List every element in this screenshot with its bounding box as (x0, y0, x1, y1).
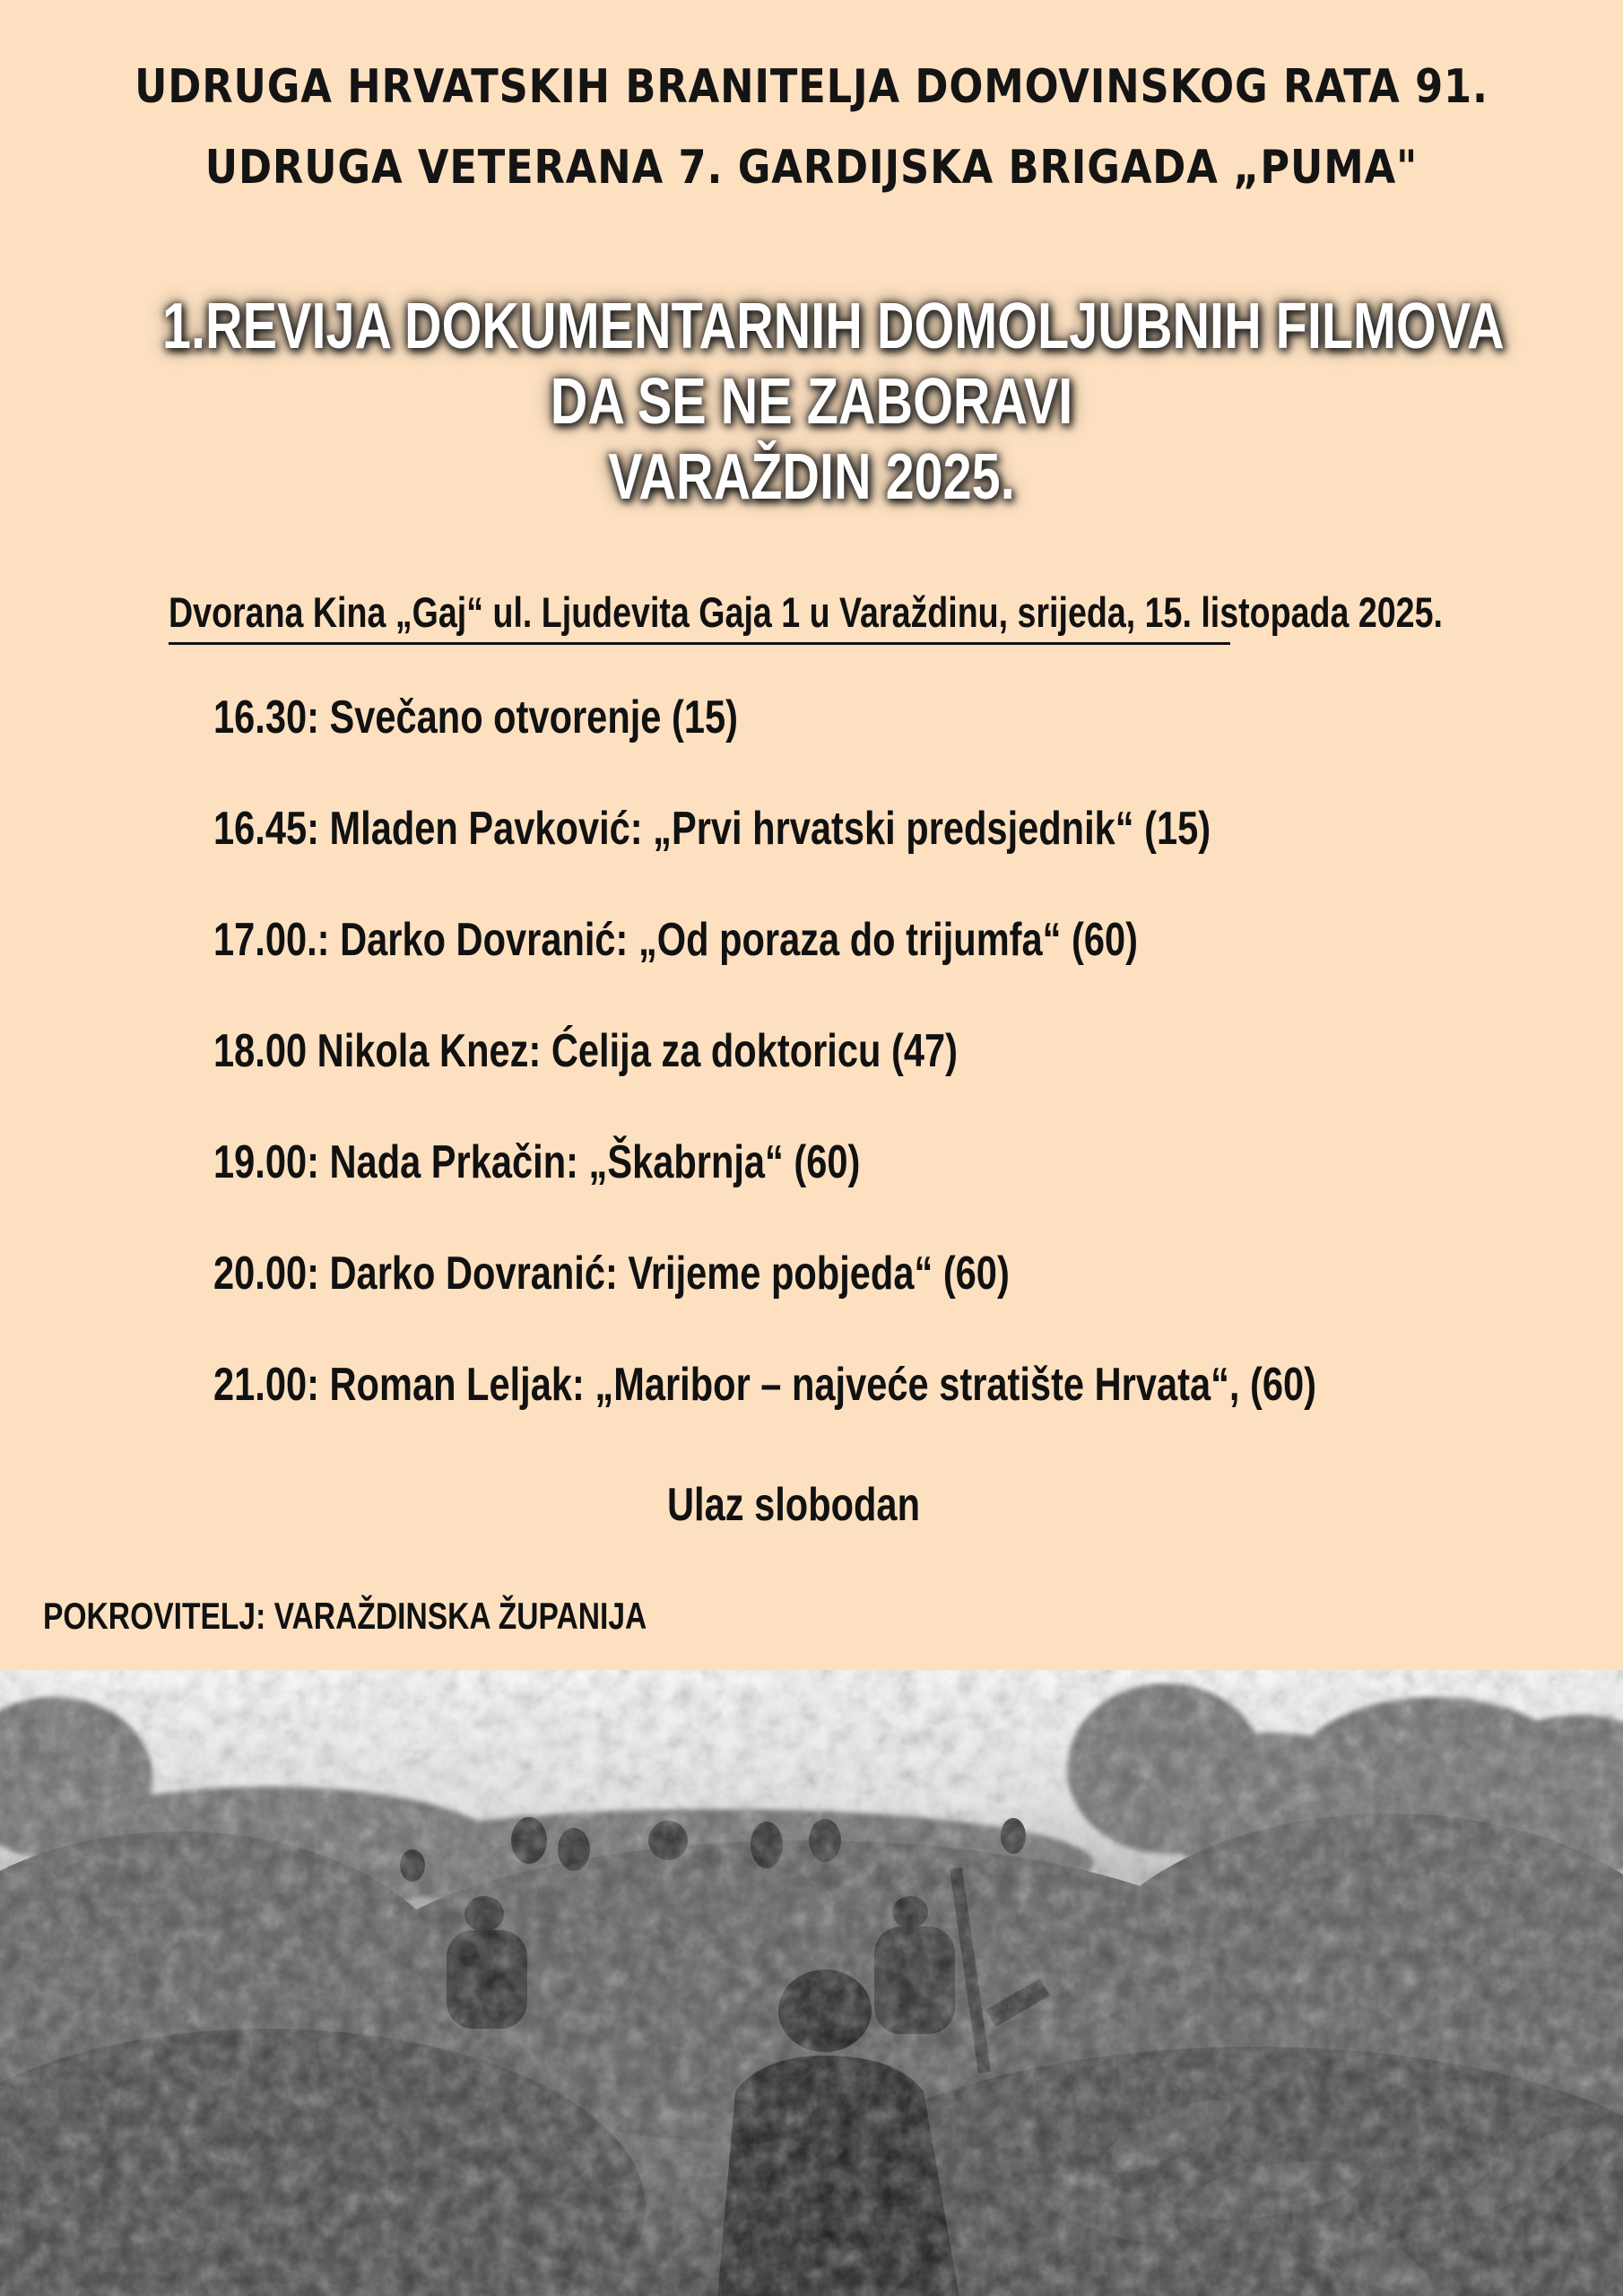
schedule-item: 17.00.: Darko Dovranić: „Od poraza do trijumfa“ (60) (213, 914, 1139, 966)
event-title-line-3: VARAŽDIN 2025. (608, 441, 1015, 513)
schedule-item: 16.45: Mladen Pavković: „Prvi hrvatski predsjednik“ (15) (213, 803, 1211, 855)
organizer-line-1: UDRUGA HRVATSKIH BRANITELJA DOMOVINSKOG RATA 91. (135, 60, 1488, 114)
schedule-item: 21.00: Roman Leljak: „Maribor – najveće stratište Hrvata“, (60) (213, 1359, 1317, 1411)
schedule-item: 19.00: Nada Prkačin: „Škabrnja“ (60) (213, 1136, 861, 1188)
sponsor-line: POKROVITELJ: VARAŽDINSKA ŽUPANIJA (43, 1595, 647, 1637)
schedule-item: 20.00: Darko Dovranić: Vrijeme pobjeda“ (60) (213, 1248, 1010, 1300)
soldiers-in-field-photo (0, 1670, 1623, 2296)
event-title (0, 289, 1623, 515)
schedule-item: 18.00 Nikola Knez: Ćelija za doktoricu (47) (213, 1025, 958, 1077)
venue-line: Dvorana Kina „Gaj“ ul. Ljudevita Gaja 1 u Varaždinu, srijeda, 15. listopada 2025. (169, 583, 1230, 645)
schedule-item: 16.30: Svečano otvorenje (15) (213, 691, 738, 744)
organizer-line-2: UDRUGA VETERANA 7. GARDIJSKA BRIGADA „PUMA" (204, 141, 1419, 195)
schedule-list (213, 682, 1558, 1460)
free-entry-note: Ulaz slobodan (667, 1479, 920, 1531)
event-title-line-2: DA SE NE ZABORAVI (550, 366, 1073, 438)
event-title-line-1: 1.REVIJA DOKUMENTARNIH DOMOLJUBNIH FILMOVA (162, 291, 1505, 362)
organizers-header (0, 47, 1623, 208)
